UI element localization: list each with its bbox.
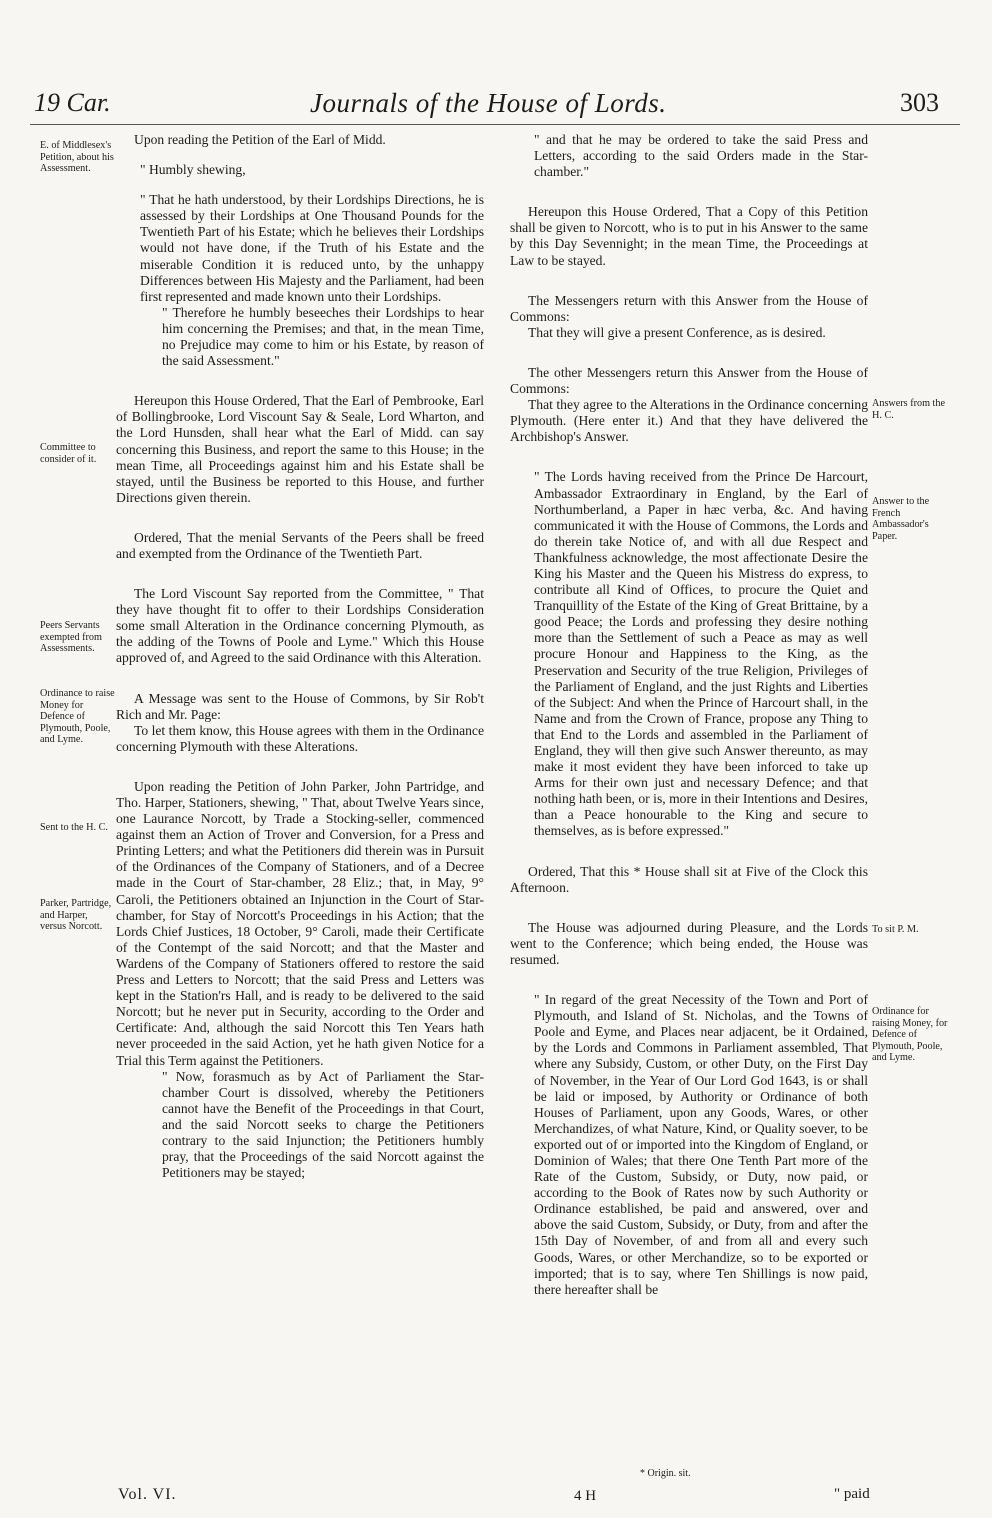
header-rule xyxy=(30,124,960,125)
signature-mark: 4 H xyxy=(574,1488,597,1504)
paragraph: " Now, forasmuch as by Act of Parliament the Star-chamber Court is dissolved, whereby the Petitioners cannot have the Benefit of the Proceedings in that Court, and the said Norcott seeks to charge the Petitioners contrary to the said Injunction; the Petitioners humbly pray, that the Proceedings of the said Norcott against the Petitioners may be stayed; xyxy=(162,1068,484,1181)
margin-note: Sent to the H. C. xyxy=(40,822,108,833)
paragraph: That they will give a present Conference, as is desired. xyxy=(528,324,826,340)
paragraph: Ordered, That this * House shall sit at Five of the Clock this Afternoon. xyxy=(510,863,868,895)
paragraph: The Lord Viscount Say reported from the Committee, " That they have thought fit to offer to their Lordships Consideration some small Alteration in the Ordinance concerning Plymouth, as the adding of the Towns of Poole and Lyme." Which this House approved of, and Agreed to the said Ordinance with this Alteration. xyxy=(116,586,484,666)
margin-note: Parker, Partridge, and Harper, versus Norcott. xyxy=(40,898,112,932)
paragraph: Ordered, That the menial Servants of the Peers shall be freed and exempted from the Ordinance of the Twentieth Part. xyxy=(116,529,484,561)
volume-label: Vol. VI. xyxy=(118,1486,177,1503)
margin-note: Answers from the H. C. xyxy=(872,398,945,421)
margin-note: Ordinance to raise Money for Defence of Plymouth, Poole, and Lyme. xyxy=(40,688,115,745)
paragraph: " and that he may be ordered to take the said Press and Letters, according to the said Orders made in the Star-chamber." xyxy=(534,132,868,180)
left-column xyxy=(116,132,484,1181)
paragraph: The other Messengers return this Answer from the House of Commons: xyxy=(510,364,868,397)
margin-note: Ordinance for raising Money, for Defence of Plymouth, Poole, and Lyme. xyxy=(872,1006,948,1063)
paragraph: The Messengers return with this Answer from the House of Commons: xyxy=(510,292,868,324)
paragraph: " The Lords having received from the Prince De Harcourt, Ambassador Extraordinary in England, by the Earl of Northumberland, a Paper in hæc verba, &c. And having communicated it with the House of Commons, the Lords and do therein take Notice of, and with all due Respect and Thankfulness acknowledge, the most affectionate Desire the King his Master and the Queen his Mistress do express, to contribute all Kind of Offices, to procure the Quiet and Tranquillity of the Estate of the King of Great Brittaine, by a good Peace; the Lords and professing they desire nothing more than the Settlement of such a Peace as may as well procure Honour and Happiness to the King, as the Preservation and Security of the true Religion, Privileges of the Parliament of England, and the just Rights and Liberties of the Subject: And when the Prince of Harcourt shall, in the Name and from the Crown of France, propose any Thing to that End to the Lords and assembled in the Parliament of England, they will then give such Answer thereunto, as may make it most evident they have been inforced to take up Arms for their own just and necessary Defence; and that nothing hath been, or is, more in their Intentions and Desires, than a Peace honourable to the King and secure to themselves, as is before expressed." xyxy=(534,469,868,839)
running-title: Journals of the House of Lords. xyxy=(310,88,667,118)
margin-note: To sit P. M. xyxy=(872,924,919,935)
paragraph: Upon reading the Petition of John Parker, John Partridge, and Tho. Harper, Stationers, shewing, " That, about Twelve Years since, one Laurance Norcott, by Trade a Stocking-seller, commenced against them an Action of Trover and Conversion, for a Press and Printing Letters; and what the Petitioners did therein was in Pursuit of the Ordinances of the Company of Stationers, and of a Decree made in the Court of Star-chamber, 28 Eliz.; that, in May, 9° Caroli, the Petitioners obtained an Injunction in the Court of Star-chamber, for Stay of Norcott's Proceedings in his Action; that the Lords Chief Justices, 18 October, 9° Caroli, made their Certificate of the Contempt of the said Norcott; and that the Master and Wardens of the Company of Stationers offered to restore the said Press and Letters to Norcott; that the said Press and Letters was kept in the Station'rs Hall, and is ready to be delivered to the said Norcott; but he never put in Security, according to the Order and Certificate: And, although the said Norcott this Ten Years hath never proceeded in the said Action, yet he hath given Notice for a Trial this Term against the Petitioners. xyxy=(116,778,484,1068)
right-column xyxy=(510,132,868,1298)
footnote: * Origin. sit. xyxy=(640,1468,691,1479)
paragraph: " Therefore he humbly beseeches their Lordships to hear him concerning the Premises; and that, in the mean Time, no Prejudice may come to him or his Estate, by reason of the said Assessment." xyxy=(162,304,484,369)
paragraph: Upon reading the Petition of the Earl of Midd. xyxy=(134,132,386,147)
running-head-left: 19 Car. xyxy=(34,88,111,117)
paragraph: A Message was sent to the House of Commons, by Sir Rob't Rich and Mr. Page: xyxy=(116,690,484,722)
paragraph: Hereupon this House Ordered, That a Copy of this Petition shall be given to Norcott, who is to put in his Answer to the same by this Day Sevennight; in the mean Time, the Proceedings at Law to be stayed. xyxy=(510,204,868,268)
margin-note: Peers Servants exempted from Assessments. xyxy=(40,620,102,654)
margin-note: Answer to the French Ambassador's Paper. xyxy=(872,496,930,542)
paragraph: Hereupon this House Ordered, That the Earl of Pembrooke, Earl of Bollingbrooke, Lord Viscount Say & Seale, Lord Wharton, and the Lord Hunsden, shall hear what the Earl of Midd. can say concerning this Business, and report the same to this House; in the mean Time, all Proceedings against him and his Estate shall be stayed, until the Business be reported to this House, and further Directions given therein. xyxy=(116,393,484,505)
paragraph: " That he hath understood, by their Lordships Directions, he is assessed by their Lordships at One Thousand Pounds for the Twentieth Part of his Estate; which he believes their Lordships would not have done, if the Truth of his Estate and the miserable Condition it is reduced unto, by the unhappy Differences between His Majesty and the Parliament, had been first represented and made known unto their Lordships. xyxy=(140,192,484,304)
margin-note: Committee to consider of it. xyxy=(40,442,97,465)
paragraph: To let them know, this House agrees with them in the Ordinance concerning Plymouth with these Alterations. xyxy=(116,722,484,754)
paragraph: That they agree to the Alterations in the Ordinance concerning Plymouth. (Here enter it.) And that they have delivered the Archbishop's Answer. xyxy=(510,397,868,445)
paragraph: " In regard of the great Necessity of the Town and Port of Plymouth, and Island of St. Nicholas, and the Towns of Poole and Eyme, and Places near adjacent, be it Ordained, by the Lords and Commons in Parliament assembled, That where any Subsidy, Custom, or other Duty, on the First Day of November, in the Year of Our Lord God 1643, is or shall be laid or imposed, by Authority or Ordinance of both Houses of Parliament, upon any Goods, Wares, or other Merchandizes, of what Nature, Kind, or Quality soever, to be exported out of or imported into the Kingdom of England, or Dominion of Wales; that there One Tenth Part more of the Rate of the Custom, Subsidy, or Duty, now paid, or according to the Book of Rates now by such Authority or Ordinance established, be paid and answered, over and above the said Custom, Subsidy, or Duty, from and after the 15th Day of November, of and from all and every such Goods, Wares, or other Merchandize, so to be exported or imported; that is to say, where Ten Shillings is now paid, there hereafter shall be xyxy=(534,992,868,1297)
paragraph: The House was adjourned during Pleasure, and the Lords went to the Conference; which being ended, the House was resumed. xyxy=(510,919,868,967)
margin-note: E. of Middlesex's Petition, about his Assessment. xyxy=(40,140,114,174)
catchword: " paid xyxy=(834,1486,870,1502)
page-number: 303 xyxy=(900,88,939,117)
paragraph: " Humbly shewing, xyxy=(140,162,246,178)
